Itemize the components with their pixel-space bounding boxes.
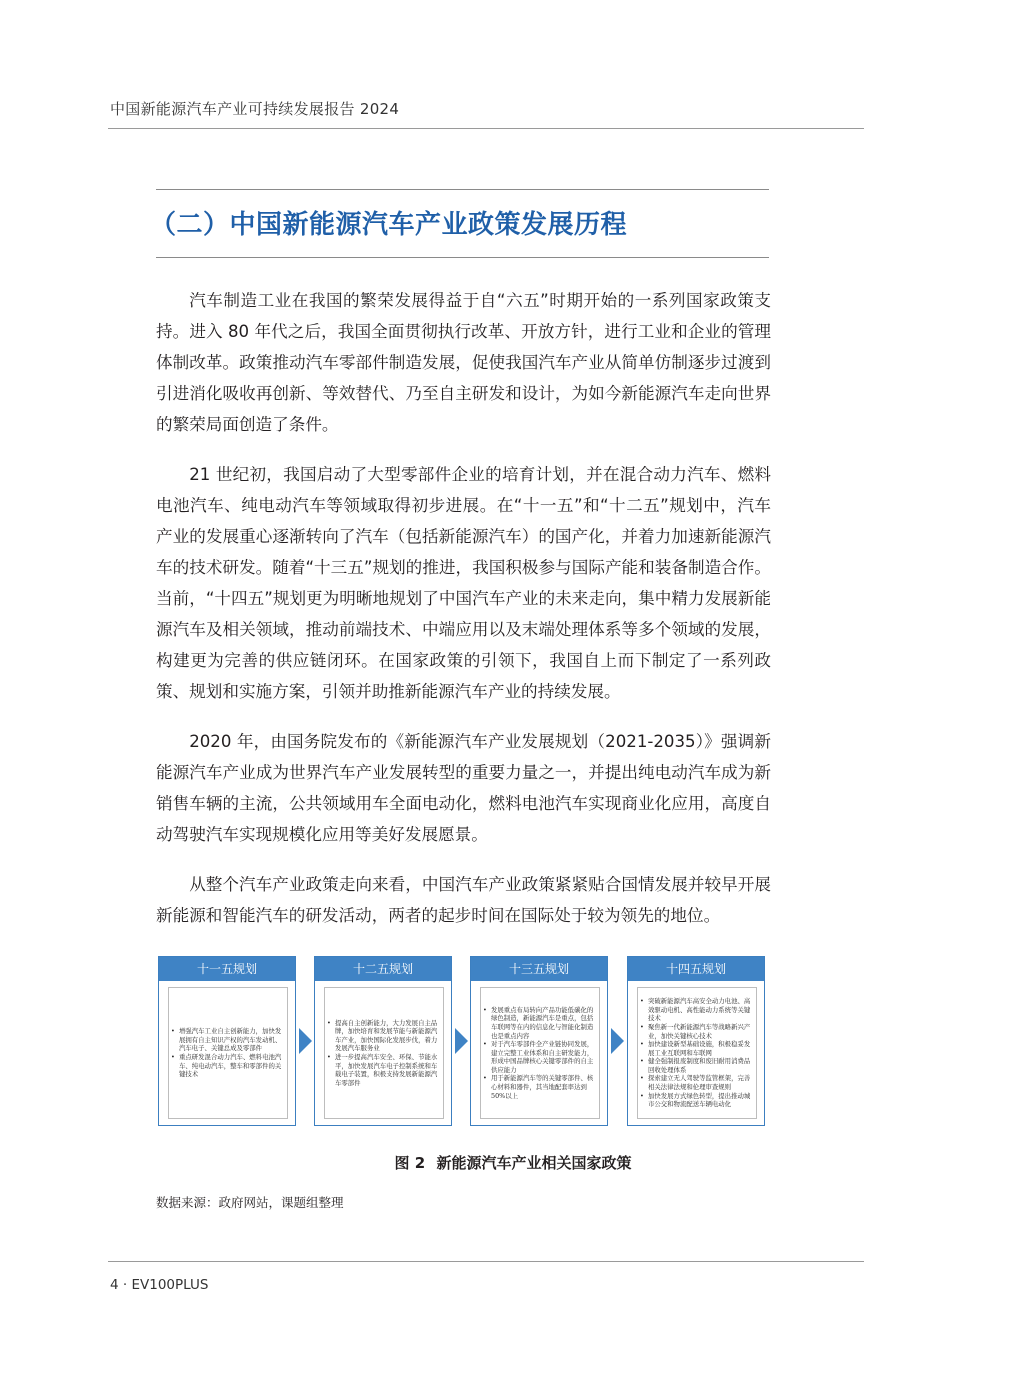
policy-box-body [324, 987, 444, 1119]
arrow-right-icon [299, 1028, 312, 1054]
page-footer: 4 · EV100PLUS [110, 1277, 209, 1293]
data-source-note: 数据来源：政府网站，课题组整理 [156, 1195, 344, 1210]
body-text [156, 285, 771, 950]
policy-box-body [480, 987, 600, 1119]
policy-item: • 加快建设新型基础设施，积极稳妥发展工业互联网和车联网 [648, 1040, 756, 1057]
paragraph-3: 2020 年，由国务院发布的《新能源汽车产业发展规划（2021-2035）》强调新能源汽车产业成为世界汽车产业发展转型的重要力量之一，并提出纯电动汽车成为新销售车辆的主流，公共领域用车全面电动化，燃料电池汽车实现商业化应用，高度自动驾驶汽车实现规模化应用等美好发展愿景。 [156, 732, 771, 844]
policy-item: • 对于汽车零部件全产业链协同发展，建立完整工业体系和自主研发能力，形成中国品牌核心关键零部件的自主供应能力 [491, 1040, 599, 1074]
arrow-right-icon [611, 1028, 624, 1054]
policy-box-title: 十二五规划 [315, 957, 451, 981]
policy-box-13th [470, 956, 608, 1126]
policy-box-body [168, 987, 288, 1119]
running-header: 中国新能源汽车产业可持续发展报告 2024 [110, 100, 400, 118]
arrow-right-icon [455, 1028, 468, 1054]
paragraph-4: 从整个汽车产业政策走向来看，中国汽车产业政策紧紧贴合国情发展并较早开展新能源和智能汽车的研发活动，两者的起步时间在国际处于较为领先的地位。 [156, 875, 771, 925]
policy-box-14th [627, 956, 765, 1126]
policy-box-title: 十一五规划 [159, 957, 295, 981]
policy-item: • 加快发展方式绿色转型，提出推动城市公交和物流配送车辆电动化 [648, 1092, 756, 1109]
policy-box-11th [158, 956, 296, 1126]
policy-item: • 探索建立无人驾驶等监管框架，完善相关法律法规和伦理审查规则 [648, 1074, 756, 1091]
policy-item: • 聚焦新一代新能源汽车等战略新兴产业，加快关键核心技术 [648, 1023, 756, 1040]
policy-item: • 突破新能源汽车高安全动力电池、高效驱动电机、高性能动力系统等关键技术 [648, 997, 756, 1023]
policy-item: • 健全强制报废制度和废旧耐用消费品回收处理体系 [648, 1057, 756, 1074]
policy-figure [156, 956, 768, 1132]
policy-box-title: 十三五规划 [471, 957, 607, 981]
policy-box-12th [314, 956, 452, 1126]
policy-item: • 用于新能源汽车等的关键零部件、核心材料和器件，其当地配套率达到50%以上 [491, 1074, 599, 1100]
figure-title: 新能源汽车产业相关国家政策 [436, 1154, 632, 1172]
footer-divider [108, 1261, 864, 1262]
policy-item: • 发展重点布局转向产品功能低碳化的绿色制造，新能源汽车是重点，包括车联网等在内的信息化与智能化制造也是重点内容 [491, 1006, 599, 1040]
section-bottom-rule [156, 257, 769, 258]
paragraph-1: 汽车制造工业在我国的繁荣发展得益于自“六五”时期开始的一系列国家政策支持。进入 80 年代之后，我国全面贯彻执行改革、开放方针，进行工业和企业的管理体制改革。政策推动汽车零部件制造发展，促使我国汽车产业从简单仿制逐步过渡到引进消化吸收再创新、等效替代、乃至自主研发和设计，为如今新能源汽车走向世界的繁荣局面创造了条件。 [156, 291, 771, 434]
policy-box-title: 十四五规划 [628, 957, 764, 981]
header-divider [108, 128, 864, 129]
policy-item: • 提高自主创新能力，大力发展自主品牌，加快培育和发展节能与新能源汽车产业，加快国际化发展步伐，着力发展汽车服务业 [335, 1019, 443, 1053]
figure-label: 图 2 [394, 1154, 426, 1172]
policy-box-body [637, 987, 757, 1119]
figure-caption [0, 1152, 1020, 1173]
paragraph-2: 21 世纪初，我国启动了大型零部件企业的培育计划，并在混合动力汽车、燃料电池汽车、纯电动汽车等领域取得初步进展。在“十一五”和“十二五”规划中，汽车产业的发展重心逐渐转向了汽车（包括新能源汽车）的国产化，并着力加速新能源汽车的技术研发。随着“十三五”规划的推进，我国积极参与国际产能和装备制造合作。当前，“十四五”规划更为明晰地规划了中国汽车产业的未来走向，集中精力发展新能源汽车及相关领域，推动前端技术、中端应用以及末端处理体系等多个领域的发展，构建更为完善的供应链闭环。在国家政策的引领下，我国自上而下制定了一系列政策、规划和实施方案，引领并助推新能源汽车产业的持续发展。 [156, 465, 771, 701]
policy-item: • 重点研发混合动力汽车、燃料电池汽车、纯电动汽车，整车和零部件的关键技术 [179, 1053, 287, 1079]
section-title: （二）中国新能源汽车产业政策发展历程 [150, 210, 628, 240]
policy-item: • 进一步提高汽车安全、环保、节能水平，加快发展汽车电子控制系统和车载电子装置，积极支持发展新能源汽车零部件 [335, 1053, 443, 1087]
policy-item: • 增强汽车工业自主创新能力，加快发展拥有自主知识产权的汽车发动机、汽车电子、关键总成及零部件 [179, 1027, 287, 1053]
section-top-rule [156, 189, 769, 190]
